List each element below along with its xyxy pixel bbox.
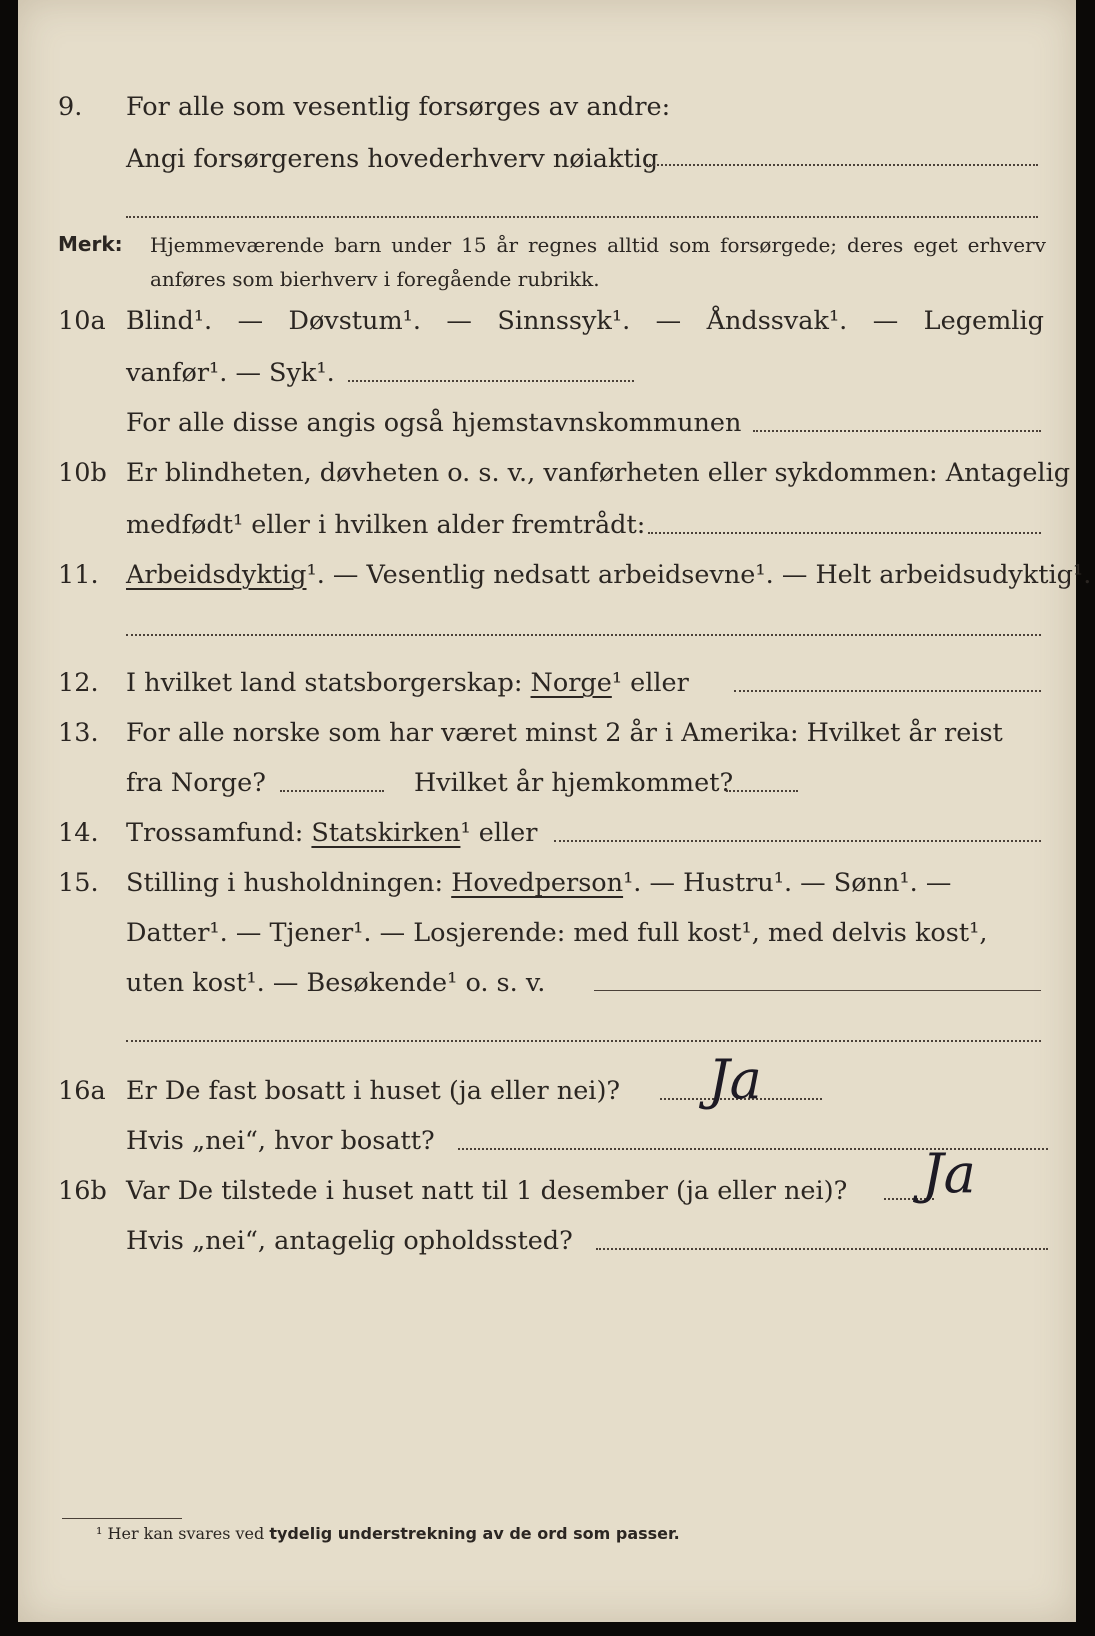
merk-note-line1-word: Hjemmeværende (150, 233, 325, 257)
footnote-mark: ¹ (96, 1524, 103, 1543)
merk-note-line1-word: erhverv (967, 233, 1046, 257)
q9-number: 9. (58, 92, 83, 122)
q12-question: I hvilket land statsborgerskap: (126, 668, 523, 698)
q15-options-3: uten kost¹. — Besøkende¹ o. s. v. (126, 968, 546, 998)
merk-note-line1 (150, 228, 1046, 262)
q10a-option-word: Blind¹. (126, 306, 213, 336)
q14-answer-line[interactable] (554, 840, 1041, 842)
q16a-number: 16a (58, 1076, 106, 1106)
merk-note-line1-word: år (496, 233, 519, 257)
q9-answer-line-2[interactable] (126, 216, 1038, 218)
merk-note-line2: anføres som bierhverv i foregående rubrikk. (150, 267, 600, 291)
q12-selected-option[interactable]: Norge (530, 668, 612, 698)
q14-number: 14. (58, 818, 99, 848)
footnote-text-bold: tydelig understrekning av de ord som passer. (269, 1524, 680, 1543)
q12-suffix: ¹ eller (611, 668, 689, 698)
q10a-option-word: — (655, 306, 682, 336)
census-form-page (18, 0, 1092, 1622)
q16a-question: Er De fast bosatt i huset (ja eller nei)? (126, 1076, 621, 1106)
q10a-option-word: — (237, 306, 264, 336)
q10b-subquestion: medfødt¹ eller i hvilken alder fremtrådt: (126, 510, 646, 540)
q11-number: 11. (58, 560, 99, 590)
q16b-handwritten-answer: Ja (922, 1142, 976, 1205)
q15-options-2: Datter¹. — Tjener¹. — Losjerende: med full kost¹, med delvis kost¹, (126, 918, 988, 948)
q15-options-1: ¹. — Hustru¹. — Sønn¹. — (623, 868, 952, 898)
footnote-text: Her kan svares ved (107, 1524, 265, 1543)
merk-note-line1-word: deres (846, 233, 904, 257)
q13-returned-label: Hvilket år hjemkommet? (414, 768, 734, 798)
q10a-options (126, 306, 1044, 336)
q13-question: For alle norske som har været minst 2 år i Amerika: Hvilket år reist (126, 718, 1003, 748)
footnote-rule (62, 1518, 182, 1519)
q10b-number: 10b (58, 458, 107, 488)
q16b-subquestion: Hvis „nei“, antagelig opholdssted? (126, 1226, 573, 1256)
merk-note-line1-word: forsørgede; (720, 233, 838, 257)
q10a-answer-line[interactable] (348, 380, 634, 382)
merk-note (150, 228, 1046, 296)
q15-number: 15. (58, 868, 99, 898)
q15-answer-line-2[interactable] (126, 1040, 1041, 1042)
merk-note-line1-word: som (668, 233, 711, 257)
q10a-subquestion: For alle disse angis også hjemstavnskommunen (126, 408, 742, 438)
q15-question: Stilling i husholdningen: (126, 868, 444, 898)
q16b-question: Var De tilstede i huset natt til 1 desember (ja eller nei)? (126, 1176, 848, 1206)
merk-note-line1-word: regnes (527, 233, 598, 257)
q12-answer-line[interactable] (734, 690, 1041, 692)
q14-suffix: ¹ eller (460, 818, 538, 848)
q13-departed-answer-line[interactable] (280, 790, 384, 792)
q16b-location-answer-line[interactable] (596, 1248, 1048, 1250)
q10a-option-word: — (872, 306, 899, 336)
q10a-option-word: Legemlig (923, 306, 1044, 336)
q10b-answer-line[interactable] (648, 532, 1041, 534)
q10a-option-word: Sinnssyk¹. (497, 306, 631, 336)
q16b-number: 16b (58, 1176, 107, 1206)
q9-subquestion: Angi forsørgerens hovederhverv nøiaktig (126, 144, 659, 174)
q11-selected-option[interactable]: Arbeidsdyktig (126, 560, 307, 590)
q10a-options-2: vanfør¹. — Syk¹. (126, 358, 335, 388)
q10a-option-word: Åndssvak¹. (706, 306, 848, 336)
merk-label: Merk: (58, 232, 123, 256)
q13-number: 13. (58, 718, 99, 748)
q12-number: 12. (58, 668, 99, 698)
merk-note-line1-word: under (391, 233, 452, 257)
q10a-option-word: Døvstum¹. (288, 306, 421, 336)
merk-note-line1-word: barn (334, 233, 382, 257)
q11-answer-line[interactable] (126, 634, 1041, 636)
q16a-subquestion: Hvis „nei“, hvor bosatt? (126, 1126, 435, 1156)
q10a-option-word: — (446, 306, 472, 336)
q14-question: Trossamfund: (126, 818, 304, 848)
merk-note-line1-word: 15 (461, 233, 487, 257)
q9-question: For alle som vesentlig forsørges av andre: (126, 92, 671, 122)
q11-other-options: ¹. — Vesentlig nedsatt arbeidsevne¹. — Helt arbeidsudyktig¹. (306, 560, 1092, 590)
footnote (96, 1524, 680, 1543)
q10b-question: Er blindheten, døvheten o. s. v., vanførheten eller sykdommen: Antagelig (126, 458, 1071, 488)
q13-returned-answer-line[interactable] (726, 790, 798, 792)
merk-note-line1-word: alltid (607, 233, 660, 257)
q15-selected-option[interactable]: Hovedperson (451, 868, 624, 898)
q9-answer-line[interactable] (646, 164, 1038, 166)
q16a-handwritten-answer: Ja (708, 1048, 762, 1111)
q10a-home-answer-line[interactable] (753, 430, 1041, 432)
q13-departed-label: fra Norge? (126, 768, 266, 798)
q15-answer-line[interactable] (594, 990, 1041, 991)
q14-selected-option[interactable]: Statskirken (311, 818, 461, 848)
merk-note-line1-word: eget (913, 233, 958, 257)
q10a-number: 10a (58, 306, 106, 336)
